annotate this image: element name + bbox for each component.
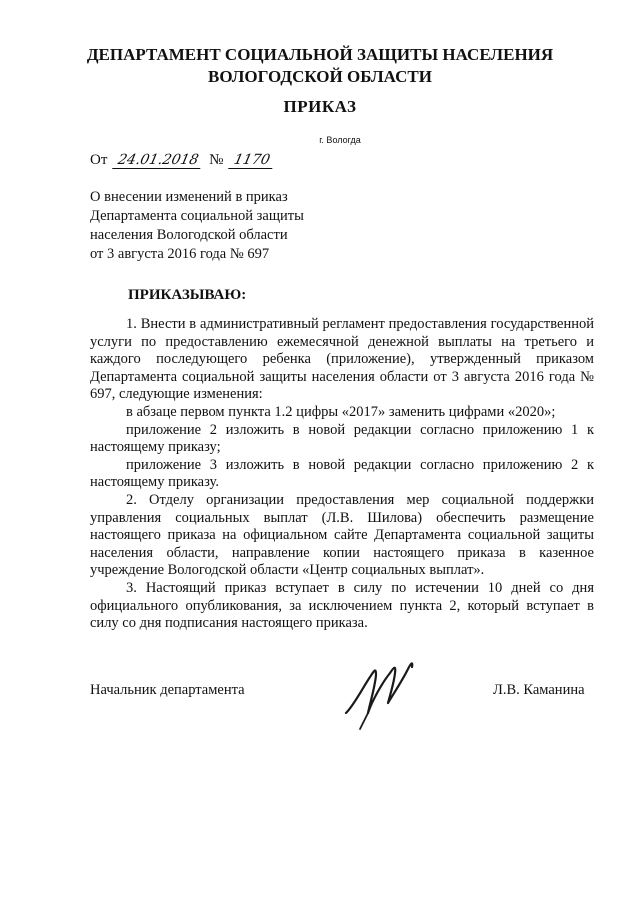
document-title: ПРИКАЗ (283, 97, 357, 116)
subject-line-3: населения Вологодской области (90, 227, 288, 243)
department-line-2: ВОЛОГОДСКОЙ ОБЛАСТИ (208, 67, 432, 86)
order-body (90, 316, 594, 633)
handwritten-signature-icon (340, 655, 420, 738)
subject-block (90, 188, 304, 264)
paragraph-item-2: 2. Отделу организации предоставления мер социальной поддержки управления социальных выплат (Л.В. Шилова) обеспечить размещение настоящего приказа на официальном сайте Департамента социальной защиты населения области, направление копии настоящего приказа в казенное учреждение Вологодской области «Центр социальных выплат». (90, 491, 594, 579)
paragraph-item-1: 1. Внести в административный регламент предоставления государственной услуги по предоставлению ежемесячной денежной выплаты на третьего и каждого последующего ребенка (приложение), утвержденный приказом Департамента социальной защиты населения области от 3 августа 2016 года № 697, следующие изменения: (90, 316, 594, 403)
department-line-1: ДЕПАРТАМЕНТ СОЦИАЛЬНОЙ ЗАЩИТЫ НАСЕЛЕНИЯ (86, 45, 554, 64)
department-header (0, 44, 640, 88)
handwritten-number: 1170 (228, 152, 275, 169)
subject-line-1: О внесении изменений в приказ (90, 189, 288, 205)
signatory-name: Л.В. Каманина (493, 682, 585, 698)
paragraph-change-1: в абзаце первом пункта 1.2 цифры «2017» заменить цифрами «2020»; (126, 403, 556, 420)
subject-line-2: Департамента социальной защиты (90, 208, 304, 224)
number-label: № (209, 152, 224, 168)
signatory-role: Начальник департамента (90, 682, 245, 698)
handwritten-date: 24.01.2018 (112, 152, 204, 169)
paragraph-item-3: 3. Настоящий приказ вступает в силу по истечении 10 дней со дня официального опубликования, за исключением пункта 2, который вступает в силу со дня подписания настоящего приказа. (90, 579, 594, 632)
date-prefix: От (90, 152, 108, 168)
paragraph-change-3: приложение 3 изложить в новой редакции согласно приложению 2 к настоящему приказу. (90, 456, 594, 491)
order-heading: ПРИКАЗЫВАЮ: (128, 287, 247, 303)
date-line (90, 152, 277, 169)
subject-line-4: от 3 августа 2016 года № 697 (90, 246, 270, 262)
paragraph-change-2: приложение 2 изложить в новой редакции согласно приложению 1 к настоящему приказу; (90, 421, 594, 456)
city-label: г. Вологда (319, 135, 361, 145)
